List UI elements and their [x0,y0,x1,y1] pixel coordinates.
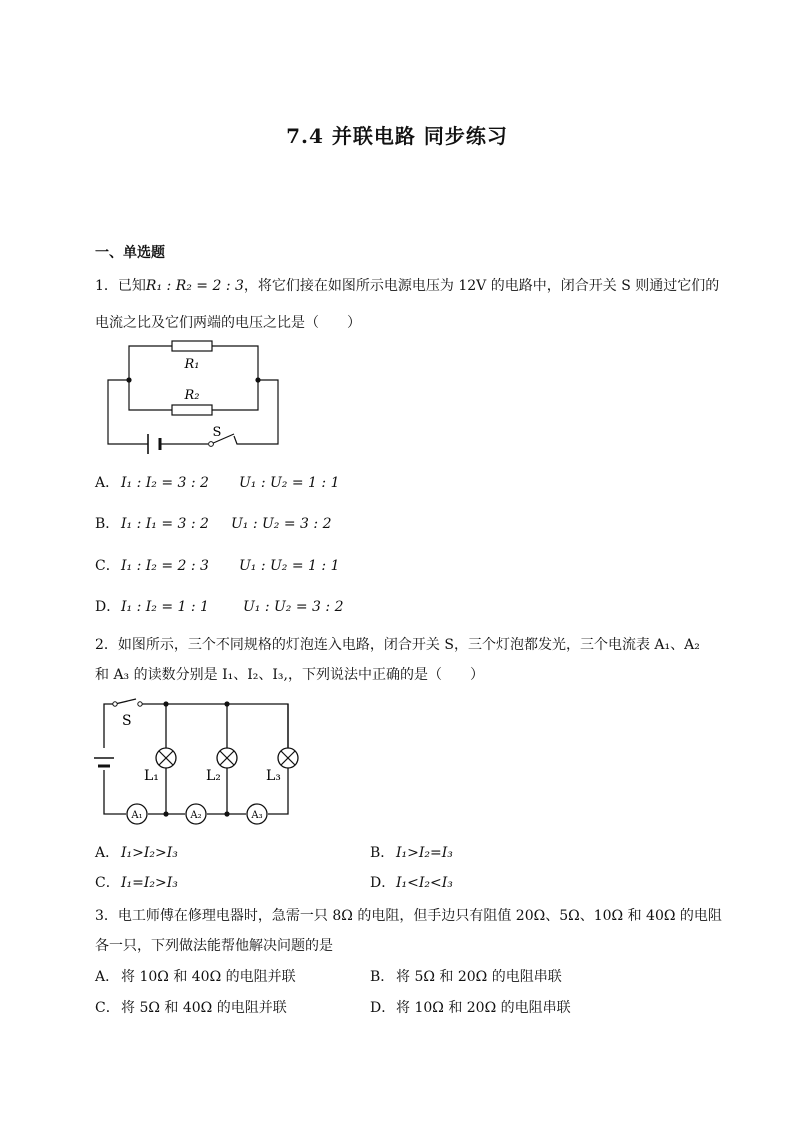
q3-stem-line1 [95,906,722,926]
ammeter-a1-label: A₁ [131,810,143,821]
q3-option-c: C．将 5Ω 和 40Ω 的电阻并联 [95,1000,287,1016]
q3-number: 3． [95,908,118,924]
q2-option-d: D．I₁<I₂<I₃ [370,875,453,891]
lamp-l3-label: L₃ [266,768,281,784]
lamp-l2-label: L₂ [206,768,221,784]
q1-option-b: B． I₁ : I₁ = 3 : 2 U₁ : U₂ = 3 : 2 [95,516,332,532]
junction-dot [126,377,131,382]
q3-option-a: A． 将 10Ω 和 40Ω 的电阻并联 [95,969,296,985]
page-title: 7.4 并联电路 同步练习 [286,124,508,148]
lamp-l1-label: L₁ [144,768,159,784]
q1-stem-line2: 电流之比及它们两端的电压之比是（ ） [95,315,361,331]
q1-stem-suffix: ，将它们接在如图所示电源电压为 12V 的电路中，闭合开关 S 则通过它们的 [243,278,720,294]
section-heading: 一、单选题 [95,245,165,261]
q3-stem-line2: 各一只，下列做法能帮他解决问题的是 [95,938,333,954]
q1-circuit-diagram [100,340,290,460]
q1-stem-line1 [95,276,719,296]
switch-contact [209,442,214,447]
q1-stem-prefix: 已知 [117,278,146,294]
q2-stem-line2: 和 A₃ 的读数分别是 I₁、I₂、I₃,，下列说法中正确的是（ ） [95,667,484,683]
q2-stem-line1 [95,635,700,655]
q2-circuit-diagram [100,698,300,830]
q2-stem-text: 如图所示，三个不同规格的灯泡连入电路，闭合开关 S，三个灯泡都发光，三个电流表 A₁、A₂ [117,637,700,653]
q2-option-c: C．I₁=I₂>I₃ [95,875,178,891]
q1-option-c: C．I₁ : I₂ = 2 : 3 U₁ : U₂ = 1 : 1 [95,558,340,574]
r1-label: R₁ [184,357,200,372]
q1-number: 1． [95,278,118,294]
q1-given-ratio: R₁ : R₂ = 2 : 3 [145,278,244,294]
q1-option-a: A． I₁ : I₂ = 3 : 2 U₁ : U₂ = 1 : 1 [95,475,340,491]
ammeter-a2-label: A₂ [190,810,202,821]
q2-option-a: A． I₁>I₂>I₃ [95,845,178,861]
q2-option-b: B． I₁>I₂=I₃ [370,845,453,861]
switch-label: S [212,425,222,440]
q3-option-b: B． 将 5Ω 和 20Ω 的电阻串联 [370,969,562,985]
junction-dot [255,377,260,382]
q3-option-d: D．将 10Ω 和 20Ω 的电阻串联 [370,1000,571,1016]
ammeter-a3-label: A₃ [251,810,263,821]
r2-label: R₂ [184,388,200,403]
q3-stem-text: 电工师傅在修理电器时，急需一只 8Ω 的电阻，但手边只有阻值 20Ω、5Ω、10Ω 和 40Ω 的电阻 [117,908,722,924]
q1-option-d: D．I₁ : I₂ = 1 : 1 U₁ : U₂ = 3 : 2 [95,599,344,615]
q2-switch-label: S [122,713,132,729]
q2-number: 2． [95,637,118,653]
